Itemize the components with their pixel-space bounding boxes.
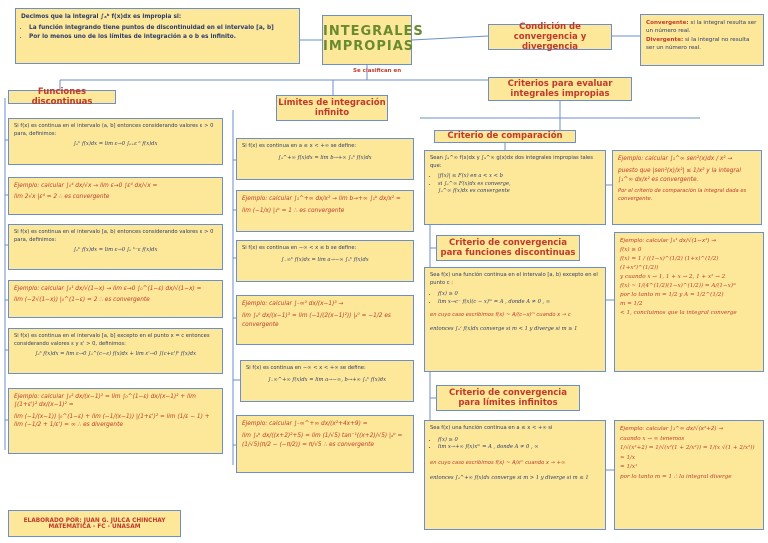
main-title-line1: INTEGRALES: [323, 24, 424, 40]
condicion-convergente: [646, 19, 758, 36]
discontinuas-box: [424, 267, 606, 372]
fd-def1-text: Si f(x) es continua en el intervalo ⟨a, b] entonces considerando valores ε > 0 para, definimos:: [14, 123, 214, 137]
se-clasifican-label: Se clasifican en: [353, 68, 402, 74]
li-def1-text: Si f(x) es continua en a ≤ x < +∞ se define:: [242, 143, 357, 149]
infinitos-line1: en cuyo caso escribimos f(x) ~ A/xᵐ cuando x → +∞: [430, 459, 566, 466]
li-def3: [240, 360, 414, 402]
infinitos-ej-text: Ejemplo: calcular ∫₁^∞ dx/√(x²+2) →: [620, 426, 724, 432]
li-ej2-result: lim ∫ₐ⁰ dx/(x−1)³ = lim (−1/(2(x−1)²)) |ₐ⁰ = −1/2 es convergente: [242, 313, 391, 328]
li-def2-text: Si f(x) es continua en −∞ < x ≤ b se define:: [242, 245, 357, 251]
fd-ej3-result: lim (−1/(x−1)) |₀^(1−ε) + lim (−1/(x−1)) |(1+ε')² = lim (1/ε − 1) + lim (−1/2 + 1/ε') = ∞ ∴ es divergente: [14, 413, 210, 429]
infinitos-title: Criterio de convergencia para límites infinitos: [436, 385, 580, 411]
discontinuas-ej-line: f(x) ≥ 0: [620, 246, 642, 253]
intro-box: [15, 8, 300, 64]
infinitos-line2: entonces ∫ₐ^+∞ f(x)dx converge si m > 1 y diverge si m ≤ 1: [430, 475, 589, 482]
li-def2: [236, 240, 414, 282]
infinitos-ej-line: = 1/x¹: [620, 464, 638, 470]
discontinuas-text: Sea f(x) una función continua en el intervalo [a, b⟩ excepto en el punto c :: [430, 272, 598, 286]
li-ej2-text: Ejemplo: calcular ∫₋∞⁰ dx/(x−1)³ →: [242, 301, 344, 307]
discontinuas-ej-line: y cuando x → 1, 1 + x → 2, 1 + x² → 2: [620, 273, 726, 280]
li-def3-text: Si f(x) es continua en −∞ < x < +∞ se define:: [246, 365, 366, 371]
fd-def1-math: ∫ₐᵇ f(x)dx = lim ε→0 ∫ₐ₊ε ᵇ f(x)dx: [73, 141, 158, 148]
condicion-divergente: [646, 36, 758, 53]
limites-integracion-title: Límites de integración infinito: [276, 95, 388, 121]
condicion-box: [640, 14, 764, 66]
autor-line2: MATEMATICA - FC - UNASAM: [48, 523, 141, 530]
comparacion-box: [424, 150, 606, 225]
funciones-discontinuas-title: Funciones discontinuas: [8, 90, 116, 104]
fd-def2-text: Si f(x) es continua en el intervalo [a, b⟩ entonces considerando valores ε > 0 para, definimos:: [14, 229, 214, 243]
fd-def3-math: ∫ₐᵇ f(x)dx = lim ε→0 ∫ₐ^(c−ε) f(x)dx + lim ε'→0 ∫(c+ε')ᵇ f(x)dx: [34, 351, 197, 358]
intro-item: • La función integrando tiene puntos de discontinuidad en el intervalo [a, b]: [29, 24, 294, 32]
discontinuas-ej-line: m = 1/2: [620, 300, 643, 307]
li-def2-math: ∫₋∞ᵇ f(x)dx = lim a→−∞ ∫ₐᵇ f(x)dx: [281, 256, 369, 263]
li-ej1-text: Ejemplo: calcular ∫₁^+∞ dx/x² → lim b→+∞ ∫₁ᵇ dx/x² =: [242, 196, 401, 202]
discontinuas-ejemplo: [614, 232, 764, 372]
infinitos-box: [424, 420, 606, 530]
discontinuas-ej-line: f(x) ~ 1/(4^(1/2)(1−x)^(1/2)) = A/(1−x)ᵐ: [620, 282, 737, 289]
main-title-box: [322, 15, 424, 65]
autor-line1: ELABORADO POR: JUAN G. JULCA CHINCHAY: [23, 517, 166, 524]
intro-item: • Por lo menos uno de los límites de integración a o b es infinito.: [29, 33, 294, 41]
discontinuas-item: • lim x→c⁻ f(x)(c − x)ᵐ = A , donde A ≠ 0 , ∞: [438, 299, 600, 307]
condicion-title: Condición de convergencia y divergencia: [488, 24, 612, 50]
discontinuas-ej-line: por lo tanto m = 1/2 y A = 1/2^(1/2): [620, 291, 724, 298]
li-def1: [236, 138, 414, 180]
infinitos-item: • lim x→+∞ f(x)xᵐ = A , donde A ≠ 0 , ∞: [438, 444, 600, 452]
discontinuas-ej-line: f(x) = 1 / ((1−x)^(1/2) (1+x)^(1/2) (1+x²)^(1/2)): [620, 255, 719, 271]
condicion-text: si la integral no resulta ser un número real.: [646, 36, 750, 52]
discontinuas-line2: entonces ∫ₐᶜ f(x)dx converge si m < 1 y diverge si m ≥ 1: [430, 325, 578, 332]
comparacion-item: • |f(x)| ≤ F(x) en a < x < b: [438, 173, 600, 181]
condicion-term: Divergente:: [646, 36, 684, 43]
infinitos-ej-line: por lo tanto m = 1 ∴ la integral diverge: [620, 473, 732, 480]
autor-box: [8, 510, 181, 537]
discontinuas-item: • f(x) ≥ 0: [438, 291, 600, 299]
fd-def3-text: Si f(x) es continua en el intervalo [a, b] excepto en el punto x = c entonces considerando valores ε y ε' > 0, definimos:: [14, 333, 210, 347]
fd-def2-math: ∫ₐᵇ f(x)dx = lim ε→0 ∫ₐ ᵇ⁻ε f(x)dx: [73, 247, 158, 254]
li-ej1: [236, 190, 414, 232]
fd-ej2-text: Ejemplo: calcular ∫₀¹ dx/√(1−x) → lim ε→0 ∫₀^(1−ε) dx/√(1−x) =: [14, 286, 202, 292]
discontinuas-ej-line: < 1, concluimos que la integral converge: [620, 309, 737, 316]
comparacion-ejemplo: [612, 150, 762, 225]
comparacion-item: • si ∫ₐ^∞ F(x)dx es converge,: [438, 181, 600, 189]
li-def1-math: ∫ₐ^+∞ f(x)dx = lim b→+∞ ∫ₐᵇ f(x)dx: [278, 154, 372, 161]
li-ej1-result: lim (−1/x) |₁ᵇ = 1 ∴ es convergente: [242, 208, 345, 215]
fd-ej1: [8, 177, 223, 215]
discontinuas-ej-text: Ejemplo: calcular ∫₀¹ dx/√(1−x⁴) →: [620, 238, 717, 244]
fd-ej3: [8, 388, 223, 454]
condicion-term: Convergente:: [646, 20, 689, 26]
infinitos-text: Sea f(x) una función continua en a ≤ x < +∞ si: [430, 425, 553, 431]
li-ej3-result: lim ∫ₐᵇ dx/((x+2)²+5) = lim (1/√5) tan⁻¹((x+2)/√5) |ₐᵇ = (1/√5)(π/2 − (−π/2)) = π/√5 ∴ es convergente: [242, 433, 403, 448]
criterios-title: Criterios para evaluar integrales impropias: [488, 77, 632, 101]
li-def3-math: ∫₋∞^+∞ f(x)dx = lim a→−∞, b→+∞ ∫ₐᵇ f(x)dx: [268, 376, 386, 383]
fd-def2: [8, 224, 223, 270]
comparacion-ej-end: Por el criterio de comparación la integral dada es convergente.: [618, 188, 747, 202]
infinitos-ej-line: cuando x → ∞ tenemos: [620, 435, 685, 442]
discontinuas-title: Criterio de convergencia para funciones discontinuas: [436, 235, 580, 261]
comparacion-title: Criterio de comparación: [434, 130, 576, 143]
main-title-line2: IMPROPIAS: [323, 39, 415, 54]
fd-ej2: [8, 280, 223, 318]
li-ej3-text: Ejemplo: calcular ∫₋∞^+∞ dx/(x²+4x+9) =: [242, 421, 368, 427]
li-ej3: [236, 415, 414, 473]
infinitos-item: • f(x) ≥ 0: [438, 437, 600, 445]
comparacion-item: ∫ₐ^∞ f(x)dx es convergente: [438, 188, 510, 195]
fd-def1: [8, 118, 223, 165]
fd-ej3-text: Ejemplo: calcular ∫₀² dx/(x−1)² = lim ∫₀^(1−ε) dx/(x−1)² + lim ∫(1+ε')² dx/(x−1)² =: [14, 394, 196, 409]
comparacion-ej-mid: puesto que |sen²(x)/x²| ≤ 1/x² y la integral ∫₁^∞ dx/x² es convergente.: [618, 168, 741, 183]
comparacion-text: Sean ∫ₐ^∞ f(x)dx y ∫ₐ^∞ g(x)dx dos integrales impropias tales que:: [430, 155, 593, 169]
discontinuas-line1: en cuyo caso escribimos f(x) ~ A/(c−x)ᵐ cuando x → c: [430, 312, 571, 319]
fd-def3: [8, 328, 223, 374]
comparacion-ej-text: Ejemplo: calcular ∫₁^∞ sen²(x)dx / x² →: [618, 156, 733, 162]
intro-lead: Decimos que la integral ∫ₐᵇ f(x)dx es impropia si:: [21, 14, 182, 20]
infinitos-ejemplo: [614, 420, 764, 530]
fd-ej1-text: Ejemplo: calcular ∫₀⁴ dx/√x → lim ε→0 ∫ε⁴ dx/√x =: [14, 183, 158, 189]
fd-ej1-result: lim 2√x |ε⁴ = 2 ∴ es convergente: [14, 194, 110, 201]
fd-ej2-result: lim (−2√(1−x)) |₀^(1−ε) = 2 ∴ es convergente: [14, 297, 150, 304]
li-ej2: [236, 295, 414, 345]
infinitos-ej-line: 1/√(x²+2) = 1/√(x²(1 + 2/x²)) = 1/(x √(1 + 2/x²)) ≈ 1/x: [620, 445, 755, 461]
condicion-text: si la integral resulta ser un número real.: [646, 20, 757, 35]
